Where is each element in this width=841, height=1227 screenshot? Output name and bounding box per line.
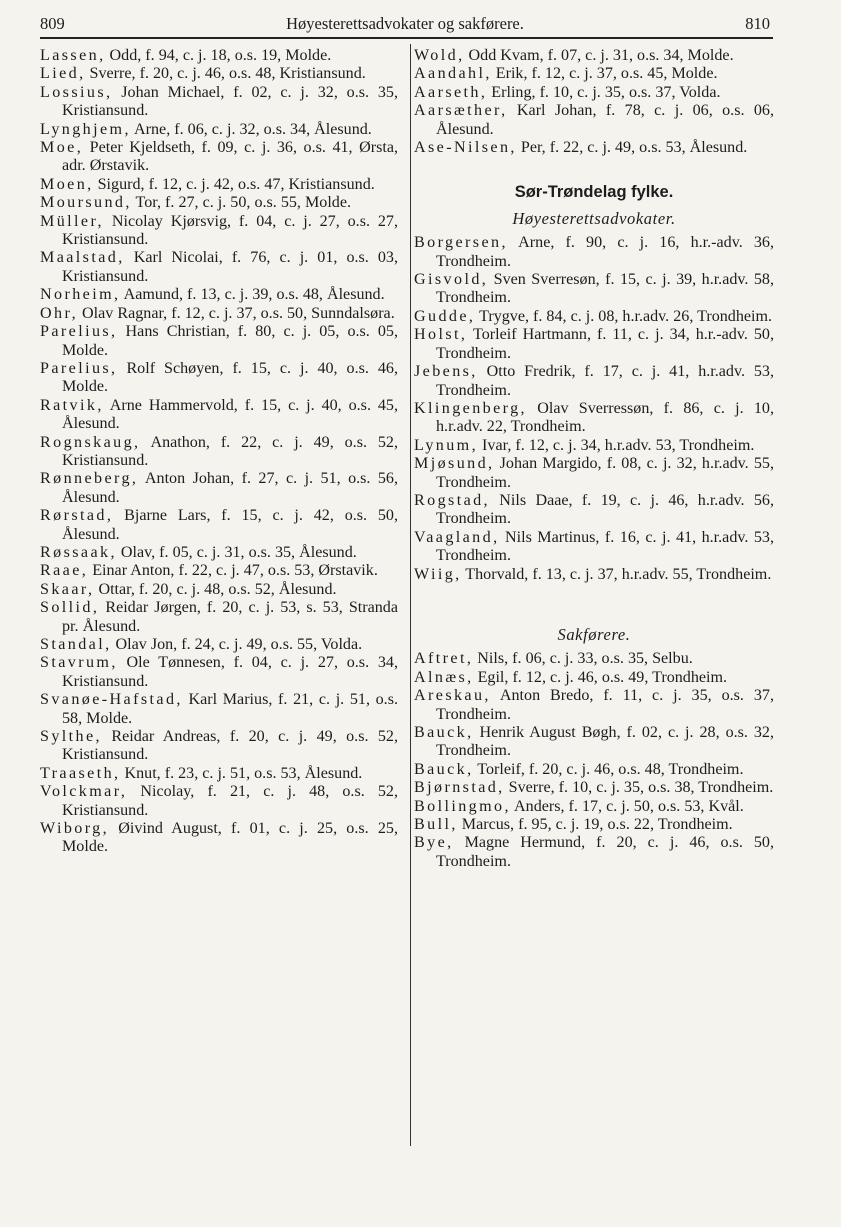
entry-surname: Skaar, bbox=[40, 580, 95, 598]
header-rule bbox=[40, 37, 773, 39]
subsection-title-sak: Sakførere. bbox=[557, 624, 631, 644]
entry-surname: Gudde, bbox=[414, 307, 476, 325]
directory-entry bbox=[414, 47, 774, 65]
right-column-top-list bbox=[414, 47, 774, 157]
directory-entry bbox=[40, 47, 398, 65]
directory-entry bbox=[414, 102, 774, 139]
entry-surname: Rognskaug, bbox=[40, 433, 141, 451]
directory-entry bbox=[40, 323, 398, 360]
directory-entry bbox=[40, 305, 398, 323]
entry-surname: Parelius, bbox=[40, 359, 118, 377]
directory-entry bbox=[414, 437, 774, 455]
entry-details: Anton Bredo, f. 11, c. j. 35, o.s. 37, Trondheim. bbox=[436, 687, 774, 723]
directory-entry bbox=[40, 65, 398, 83]
directory-entry bbox=[40, 691, 398, 728]
directory-entry bbox=[40, 636, 398, 654]
entry-surname: Ratvik, bbox=[40, 396, 104, 414]
entry-surname: Raae, bbox=[40, 562, 89, 580]
entry-details: Sven Sverresøn, f. 15, c. j. 39, h.r.adv. 58, Trondheim. bbox=[436, 271, 774, 307]
directory-entry bbox=[414, 84, 774, 102]
entry-details: Sverre, f. 20, c. j. 46, o.s. 48, Kristiansund. bbox=[85, 65, 366, 83]
directory-entry bbox=[40, 562, 398, 580]
directory-entry bbox=[40, 286, 398, 304]
entry-surname: Aandahl, bbox=[414, 65, 492, 83]
entry-surname: Aarsæther, bbox=[414, 102, 508, 120]
hra-list bbox=[414, 234, 774, 584]
entry-details: Nicolay Kjørsvig, f. 04, c. j. 27, o.s. 27, Kristiansund. bbox=[62, 212, 398, 249]
page-header bbox=[40, 6, 770, 32]
entry-details: Torleif Hartmann, f. 11, c. j. 34, h.r.-adv. 50, Trondheim. bbox=[436, 326, 774, 362]
directory-entry bbox=[414, 529, 774, 566]
directory-entry bbox=[414, 65, 774, 83]
entry-details: Arne Hammervold, f. 15, c. j. 40, o.s. 45, Ålesund. bbox=[62, 396, 398, 433]
page-number-left: 809 bbox=[40, 14, 65, 33]
column-divider bbox=[410, 44, 411, 1146]
entry-details: Thorvald, f. 13, c. j. 37, h.r.adv. 55, Trondheim. bbox=[461, 565, 772, 583]
directory-entry bbox=[414, 308, 774, 326]
entry-details: Otto Fredrik, f. 17, c. j. 41, h.r.adv. 53, Trondheim. bbox=[436, 363, 774, 399]
entry-details: Bjarne Lars, f. 15, c. j. 42, o.s. 50, Ålesund. bbox=[62, 507, 398, 543]
directory-entry bbox=[414, 566, 774, 584]
entry-surname: Vaagland, bbox=[414, 528, 500, 546]
entry-surname: Aarseth, bbox=[414, 83, 488, 101]
directory-entry bbox=[40, 139, 398, 176]
entry-surname: Lossius, bbox=[40, 83, 113, 101]
directory-entry bbox=[414, 234, 774, 271]
directory-entry bbox=[40, 507, 398, 544]
entry-details: Ottar, f. 20, c. j. 48, o.s. 52, Ålesund. bbox=[94, 580, 337, 598]
entry-details: Peter Kjeldseth, f. 09, c. j. 36, o.s. 41, Ørsta, adr. Ørstavik. bbox=[62, 139, 398, 175]
directory-entry bbox=[414, 326, 774, 363]
directory-entry bbox=[40, 765, 398, 783]
directory-entry bbox=[414, 761, 774, 779]
entry-surname: Standal, bbox=[40, 636, 112, 653]
directory-entry bbox=[414, 139, 774, 157]
entry-surname: Lied, bbox=[40, 65, 86, 83]
entry-surname: Bauck, bbox=[414, 760, 474, 778]
entry-details: Sigurd, f. 12, c. j. 42, o.s. 47, Kristiansund. bbox=[93, 175, 375, 193]
entry-details: Sverre, f. 10, c. j. 35, o.s. 38, Trondheim. bbox=[504, 779, 774, 797]
directory-entry bbox=[40, 581, 398, 599]
entry-surname: Rønneberg, bbox=[40, 470, 139, 488]
directory-entry bbox=[414, 687, 774, 724]
entry-surname: Jebens, bbox=[414, 363, 478, 381]
directory-entry bbox=[40, 434, 398, 471]
entry-details: Erik, f. 12, c. j. 37, o.s. 45, Molde. bbox=[491, 65, 718, 83]
directory-entry bbox=[414, 400, 774, 437]
directory-entry bbox=[40, 728, 398, 765]
entry-surname: Holst, bbox=[414, 326, 468, 344]
entry-surname: Wiborg, bbox=[40, 820, 110, 838]
directory-entry bbox=[414, 724, 774, 761]
entry-details: Arne, f. 06, c. j. 32, o.s. 34, Ålesund. bbox=[130, 120, 372, 138]
directory-entry bbox=[40, 194, 398, 212]
entry-details: Marcus, f. 95, c. j. 19, o.s. 22, Trondheim. bbox=[457, 816, 733, 834]
entry-surname: Maalstad, bbox=[40, 249, 125, 267]
entry-surname: Røssaak, bbox=[40, 543, 117, 561]
directory-entry bbox=[414, 798, 774, 816]
directory-entry bbox=[40, 820, 398, 857]
directory-entry bbox=[40, 121, 398, 139]
entry-details: Ole Tønnesen, f. 04, c. j. 27, o.s. 34, Kristiansund. bbox=[62, 654, 398, 690]
entry-surname: Bull, bbox=[414, 816, 458, 834]
entry-surname: Bollingmo, bbox=[414, 797, 511, 815]
entry-details: Nils Daae, f. 19, c. j. 46, h.r.adv. 56, Trondheim. bbox=[436, 491, 774, 528]
entry-surname: Svanøe-Hafstad, bbox=[40, 691, 183, 709]
entry-details: Erling, f. 10, c. j. 35, o.s. 37, Volda. bbox=[487, 83, 721, 101]
subsection-title-hra: Høyesterettsadvokater. bbox=[512, 208, 676, 228]
directory-entry bbox=[40, 470, 398, 507]
entry-surname: Gisvold, bbox=[414, 271, 489, 289]
entry-surname: Mjøsund, bbox=[414, 455, 495, 473]
entry-details: Anders, f. 17, c. j. 50, o.s. 53, Kvål. bbox=[510, 797, 744, 815]
entry-details: Reidar Jørgen, f. 20, c. j. 53, s. 53, Stranda pr. Ålesund. bbox=[62, 599, 398, 635]
entry-surname: Moe, bbox=[40, 139, 84, 157]
entry-details: Karl Marius, f. 21, c. j. 51, o.s. 58, Molde. bbox=[62, 691, 398, 727]
directory-entry bbox=[414, 650, 774, 668]
entry-details: Olav, f. 05, c. j. 31, o.s. 35, Ålesund. bbox=[116, 543, 357, 561]
directory-entry bbox=[414, 271, 774, 308]
entry-surname: Müller, bbox=[40, 212, 104, 230]
entry-details: Anton Johan, f. 27, c. j. 51, o.s. 56, Ålesund. bbox=[62, 470, 398, 506]
directory-entry bbox=[40, 84, 398, 121]
section-title: Sør-Trøndelag fylke. bbox=[514, 183, 674, 202]
entry-surname: Aftret, bbox=[414, 650, 474, 668]
entry-surname: Norheim, bbox=[40, 286, 121, 304]
entry-surname: Rørstad, bbox=[40, 507, 114, 525]
entry-surname: Traaseth, bbox=[40, 764, 121, 782]
entry-surname: Borgersen, bbox=[414, 234, 508, 252]
entry-details: Henrik August Bøgh, f. 02, c. j. 28, o.s. 32, Trondheim. bbox=[436, 724, 774, 760]
entry-surname: Alnæs, bbox=[414, 668, 474, 686]
entry-surname: Parelius, bbox=[40, 323, 118, 341]
entry-surname: Lassen, bbox=[40, 47, 106, 64]
entry-surname: Wold, bbox=[414, 47, 465, 64]
entry-details: Per, f. 22, c. j. 49, o.s. 53, Ålesund. bbox=[516, 139, 748, 157]
entry-details: Olav Jon, f. 24, c. j. 49, o.s. 55, Volda. bbox=[111, 636, 363, 653]
entry-details: Reidar Andreas, f. 20, c. j. 49, o.s. 52, Kristiansund. bbox=[62, 728, 398, 764]
directory-entry bbox=[40, 544, 398, 562]
entry-surname: Wiig, bbox=[414, 565, 462, 583]
directory-entry bbox=[40, 213, 398, 250]
entry-details: Arne, f. 90, c. j. 16, h.r.-adv. 36, Trondheim. bbox=[436, 234, 774, 270]
entry-details: Karl Johan, f. 78, c. j. 06, o.s. 06, Ålesund. bbox=[436, 102, 774, 138]
entry-surname: Ohr, bbox=[40, 304, 79, 322]
entry-surname: Moen, bbox=[40, 175, 94, 193]
entry-details: Øivind August, f. 01, c. j. 25, o.s. 25, Molde. bbox=[62, 820, 398, 856]
entry-surname: Bye, bbox=[414, 834, 454, 852]
entry-details: Ivar, f. 12, c. j. 34, h.r.adv. 53, Trondheim. bbox=[478, 436, 755, 454]
entry-details: Nicolay, f. 21, c. j. 48, o.s. 52, Kristiansund. bbox=[62, 783, 398, 819]
entry-details: Nils, f. 06, c. j. 33, o.s. 35, Selbu. bbox=[473, 650, 693, 668]
right-column bbox=[414, 47, 774, 871]
entry-surname: Klingenberg, bbox=[414, 399, 527, 417]
entry-details: Odd, f. 94, c. j. 18, o.s. 19, Molde. bbox=[105, 47, 332, 64]
entry-surname: Volckmar, bbox=[40, 783, 128, 801]
entry-details: Rolf Schøyen, f. 15, c. j. 40, o.s. 46, Molde. bbox=[62, 359, 398, 396]
entry-details: Aamund, f. 13, c. j. 39, o.s. 48, Ålesund. bbox=[120, 286, 385, 304]
entry-details: Magne Hermund, f. 20, c. j. 46, o.s. 50, Trondheim. bbox=[436, 834, 774, 870]
entry-details: Anathon, f. 22, c. j. 49, o.s. 52, Kristiansund. bbox=[62, 433, 398, 469]
entry-details: Johan Michael, f. 02, c. j. 32, o.s. 35, Kristiansund. bbox=[62, 83, 398, 120]
sak-list bbox=[414, 650, 774, 871]
entry-surname: Sylthe, bbox=[40, 728, 102, 746]
entry-details: Egil, f. 12, c. j. 46, o.s. 49, Trondheim. bbox=[473, 668, 728, 686]
directory-entry bbox=[414, 816, 774, 834]
directory-entry bbox=[414, 834, 774, 871]
entry-details: Olav Ragnar, f. 12, c. j. 37, o.s. 50, Sunndalsøra. bbox=[78, 304, 395, 322]
entry-surname: Areskau, bbox=[414, 687, 491, 705]
entry-details: Tor, f. 27, c. j. 50, o.s. 55, Molde. bbox=[131, 194, 352, 212]
entry-details: Odd Kvam, f. 07, c. j. 31, o.s. 34, Molde. bbox=[464, 47, 734, 64]
entry-surname: Sollid, bbox=[40, 599, 100, 617]
directory-entry bbox=[40, 360, 398, 397]
entry-surname: Stavrum, bbox=[40, 654, 118, 672]
entry-surname: Lynghjem, bbox=[40, 120, 131, 138]
entry-details: Knut, f. 23, c. j. 51, o.s. 53, Ålesund. bbox=[120, 764, 363, 782]
entry-surname: Rogstad, bbox=[414, 491, 490, 509]
running-title: Høyesterettsadvokater og sakførere. bbox=[286, 14, 524, 33]
entry-details: Olav Sverressøn, f. 86, c. j. 10, h.r.adv. 22, Trondheim. bbox=[436, 399, 774, 436]
entry-surname: Bauck, bbox=[414, 724, 474, 741]
entry-details: Nils Martinus, f. 16, c. j. 41, h.r.adv. 53, Trondheim. bbox=[436, 528, 774, 565]
entry-surname: Bjørnstad, bbox=[414, 779, 505, 797]
page-number-right: 810 bbox=[745, 14, 770, 33]
directory-entry bbox=[40, 783, 398, 820]
directory-entry bbox=[414, 779, 774, 797]
entry-details: Einar Anton, f. 22, c. j. 47, o.s. 53, Ørstavik. bbox=[88, 562, 378, 580]
entry-details: Torleif, f. 20, c. j. 46, o.s. 48, Trondheim. bbox=[473, 760, 744, 778]
entry-details: Hans Christian, f. 80, c. j. 05, o.s. 05, Molde. bbox=[62, 323, 398, 359]
entry-surname: Ase-Nilsen, bbox=[414, 139, 517, 157]
left-column bbox=[40, 47, 398, 857]
directory-entry bbox=[414, 455, 774, 492]
entry-details: Johan Margido, f. 08, c. j. 32, h.r.adv. 55, Trondheim. bbox=[436, 455, 774, 491]
directory-entry bbox=[40, 249, 398, 286]
directory-entry bbox=[40, 176, 398, 194]
entry-details: Karl Nicolai, f. 76, c. j. 01, o.s. 03, Kristiansund. bbox=[62, 249, 398, 285]
entry-surname: Lynum, bbox=[414, 436, 479, 454]
entry-surname: Moursund, bbox=[40, 194, 132, 212]
directory-entry bbox=[40, 397, 398, 434]
directory-entry bbox=[40, 654, 398, 691]
entry-details: Trygve, f. 84, c. j. 08, h.r.adv. 26, Trondheim. bbox=[475, 307, 773, 325]
directory-entry bbox=[414, 363, 774, 400]
directory-entry bbox=[414, 492, 774, 529]
directory-entry bbox=[414, 669, 774, 687]
directory-entry bbox=[40, 599, 398, 636]
